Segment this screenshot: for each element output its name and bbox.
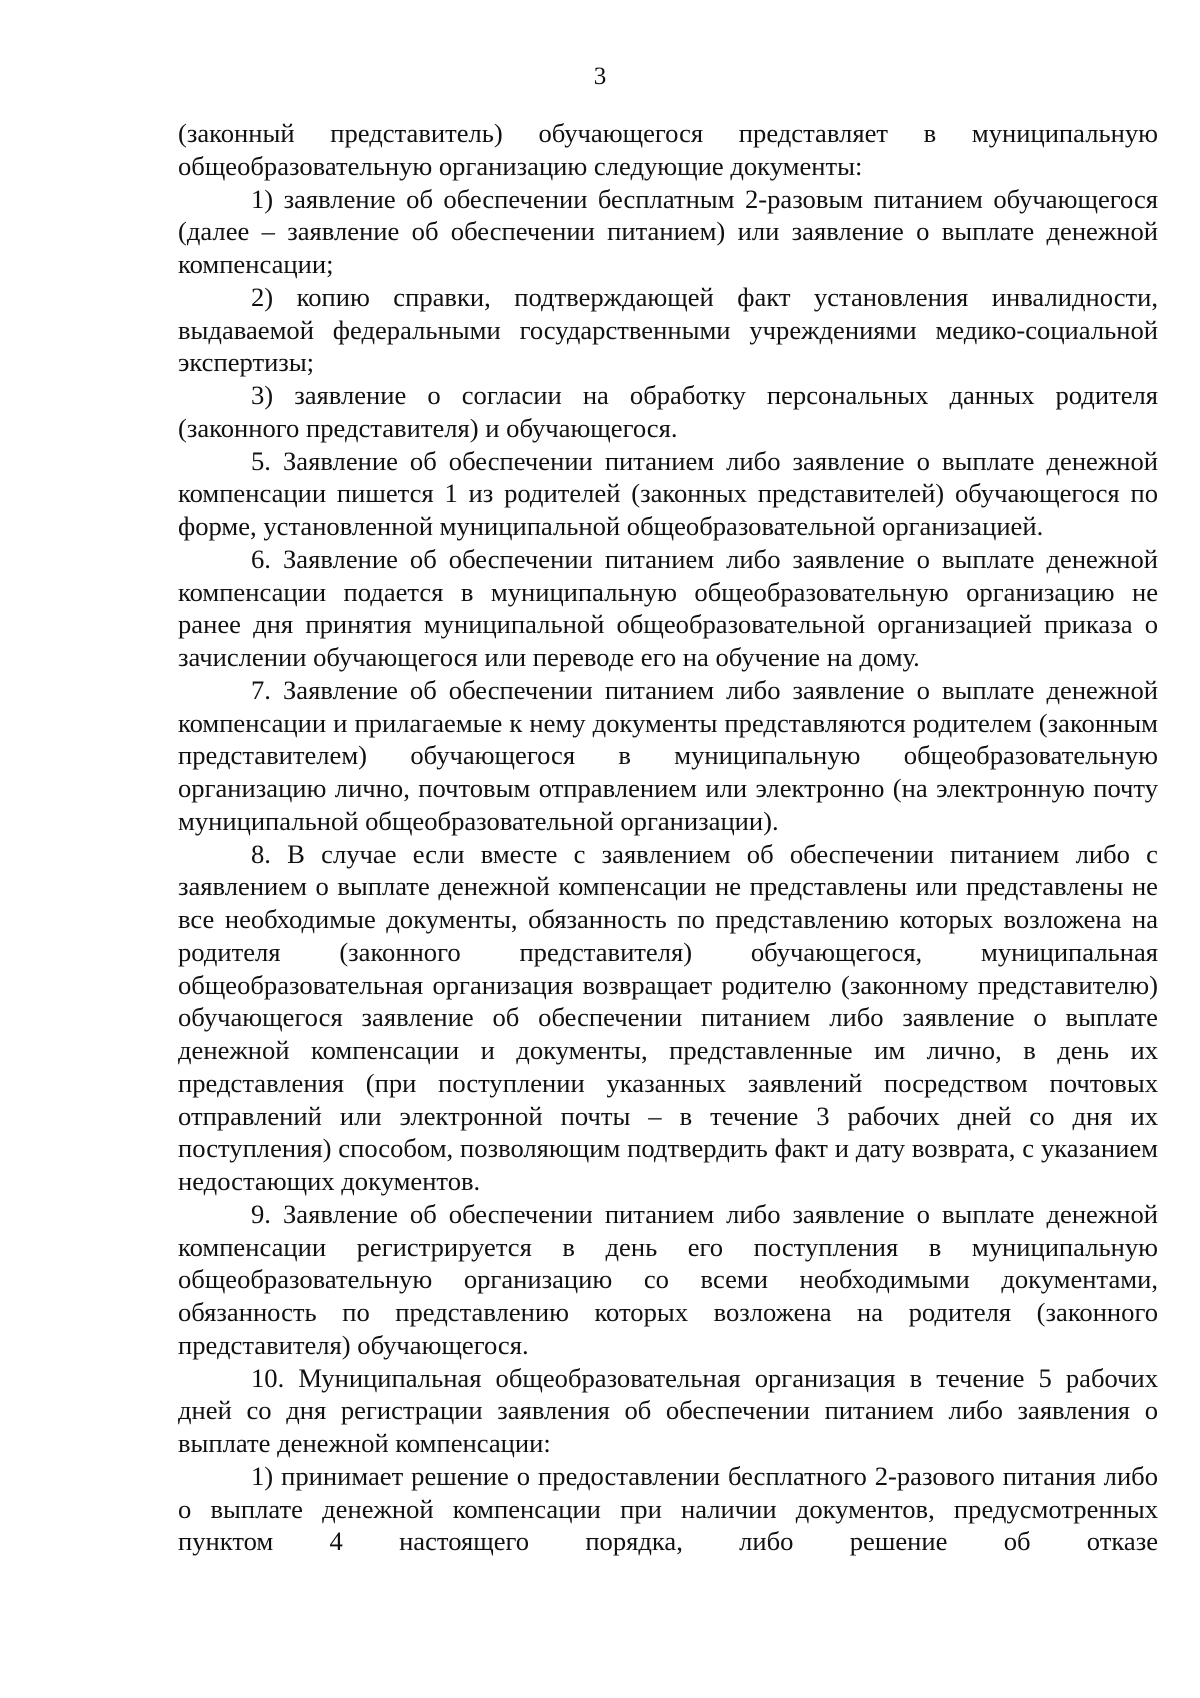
- paragraph-item-3: 3) заявление о согласии на обработку персональных данных родителя (законного представителя) и обучающегося.: [178, 380, 1158, 443]
- paragraph-continuation: (законный представитель) обучающегося представляет в муниципальную общеобразовательную организацию следующие документы:: [178, 118, 1158, 181]
- paragraph-clause-6: 6. Заявление об обеспечении питанием либо заявление о выплате денежной компенсации подается в муниципальную общеобразовательную организацию не ранее дня принятия муниципальной общеобразовательной организацией приказа о зачислении обучающегося или переводе его на обучение на дому.: [178, 543, 1158, 672]
- page-number: 3: [593, 63, 607, 90]
- paragraph-clause-10: 10. Муниципальная общеобразовательная организация в течение 5 рабочих дней со дня регистрации заявления об обеспечении питанием либо заявления о выплате денежной компенсации:: [178, 1362, 1158, 1458]
- paragraph-clause-10-item-1: 1) принимает решение о предоставлении бесплатного 2-разового питания либо о выплате денежной компенсации при наличии документов, предусмотренных пунктом 4 настоящего порядка, либо решение об отказе: [178, 1460, 1158, 1557]
- paragraph-clause-5: 5. Заявление об обеспечении питанием либо заявление о выплате денежной компенсации пишется 1 из родителей (законных представителей) обучающегося по форме, установленной муниципальной общеобразовательной организацией.: [178, 445, 1158, 541]
- document-body: [178, 117, 1158, 1558]
- paragraph-clause-8: 8. В случае если вместе с заявлением об обеспечении питанием либо с заявлением о выплате денежной компенсации не представлены или представлены не все необходимые документы, обязанность по представлению которых возложена на родителя (законного представителя) обучающегося, муниципальная общеобразовательная организация возвращает родителю (законному представителю) обучающегося заявление об обеспечении питанием либо заявление о выплате денежной компенсации и документы, представленные им лично, в день их представления (при поступлении указанных заявлений посредством почтовых отправлений или электронной почты – в течение 3 рабочих дней со дня их поступления) способом, позволяющим подтвердить факт и дату возврата, с указанием недостающих документов.: [178, 838, 1158, 1196]
- paragraph-item-1: 1) заявление об обеспечении бесплатным 2-разовым питанием обучающегося (далее – заявление об обеспечении питанием) или заявление о выплате денежной компенсации;: [178, 183, 1158, 279]
- paragraph-item-2: 2) копию справки, подтверждающей факт установления инвалидности, выдаваемой федеральными государственными учреждениями медико-социальной экспертизы;: [178, 281, 1158, 378]
- paragraph-clause-7: 7. Заявление об обеспечении питанием либо заявление о выплате денежной компенсации и прилагаемые к нему документы представляются родителем (законным представителем) обучающегося в муниципальную общеобразовательную организацию лично, почтовым отправлением или электронно (на электронную почту муниципальной общеобразовательной организации).: [178, 674, 1158, 836]
- paragraph-clause-9: 9. Заявление об обеспечении питанием либо заявление о выплате денежной компенсации регистрируется в день его поступления в муниципальную общеобразовательную организацию со всеми необходимыми документами, обязанность по представлению которых возложена на родителя (законного представителя) обучающегося.: [178, 1198, 1158, 1360]
